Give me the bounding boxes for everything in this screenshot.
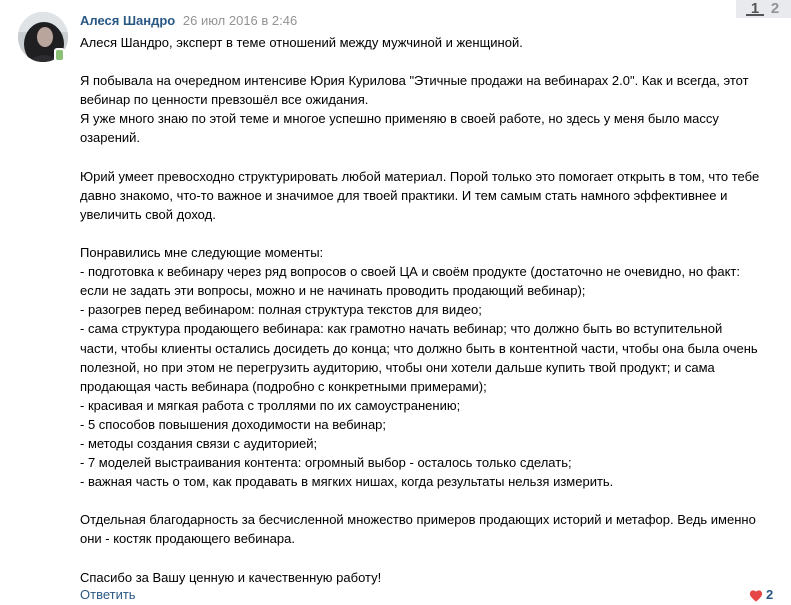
like-count: 2 [766, 587, 774, 602]
comment-line: вебинар по ценности превзошёл все ожидания. [80, 92, 369, 108]
comment-line: продающая часть вебинара (подробно с конкретными примерами); [80, 378, 487, 394]
heart-icon [749, 589, 763, 602]
comment-line: Юрий умеет превосходно структурировать любой материал. Порой только это помогает открыть в том, что тебе [80, 168, 760, 184]
comment-line: Я уже много знаю по этой теме и многое успешно применяю в своей работе, но здесь у меня было массу [80, 111, 719, 127]
comment-line: - методы создания связи с аудиторией; [80, 435, 318, 451]
comment-text [80, 33, 780, 587]
comment-line: если не задать эти вопросы, можно и не начинать проводить продающий вебинар); [80, 283, 586, 299]
paragraph-gap [80, 491, 780, 510]
comment-line: Понравились мне следующие моменты: [80, 245, 324, 261]
page-1-button[interactable]: 1 [746, 0, 764, 16]
comment-line: - разогрев перед вебинаром: полная структура текстов для видео; [80, 302, 482, 318]
comment-line: Алеся Шандро, эксперт в теме отношений между мужчиной и женщиной. [80, 35, 523, 50]
comment-line: озарений. [80, 130, 141, 146]
page-2-button[interactable]: 2 [770, 0, 780, 17]
comment-line: - сама структура продающего вебинара: как грамотно начать вебинар; что должно быть во вступительной [80, 321, 723, 337]
comment-line: - красивая и мягкая работа с троллями по их самоустранению; [80, 397, 461, 413]
comment-line: - 7 моделей выстраивания контента: огромный выбор - осталось только сделать; [80, 455, 572, 471]
comment-line: - 5 способов повышения доходимости на вебинар; [80, 416, 387, 432]
comment-line: - важная часть о том, как продавать в мягких нишах, когда результаты нельзя измерить. [80, 474, 614, 490]
comment-line: полезной, но при этом не перегрузить аудиторию, чтобы они хотели дальше купить твой продукт; и сама [80, 359, 715, 375]
comment-date[interactable]: 26 июл 2016 в 2:46 [182, 13, 298, 28]
comment-line: они - костяк продающего вебинара. [80, 531, 295, 547]
comment-header [80, 13, 297, 28]
paragraph-gap [80, 148, 780, 167]
comment-line: давно знакомо, что-то важное и значимое для твоей практики. И тем самым стать намного эффективнее и [80, 187, 728, 203]
author-name[interactable]: Алеся Шандро [80, 13, 176, 28]
paragraph-gap [80, 224, 780, 243]
reply-button[interactable]: Ответить [80, 587, 136, 602]
paragraph-gap [80, 52, 780, 71]
mobile-online-icon [54, 48, 65, 62]
comment-line: Отдельная благодарность за бесчисленной множество примеров продающих историй и метафор. Ведь именно [80, 512, 756, 528]
comment-line: части, чтобы клиенты остались досидеть до конца; что должно быть в контентной части, чтобы она была очень [80, 340, 758, 356]
comment-line: Я побывала на очередном интенсиве Юрия Курилова "Этичные продажи на вебинарах 2.0". Как и всегда, этот [80, 73, 749, 89]
photo-pager [736, 0, 791, 18]
paragraph-gap [80, 549, 780, 568]
comment-line: увеличить свой доход. [80, 206, 216, 222]
comment-line: - подготовка к вебинару через ряд вопросов о своей ЦА и своём продукте (достаточно не очевидно, но факт: [80, 264, 740, 280]
comment-line: Спасибо за Вашу ценную и качественную работу! [80, 569, 382, 585]
